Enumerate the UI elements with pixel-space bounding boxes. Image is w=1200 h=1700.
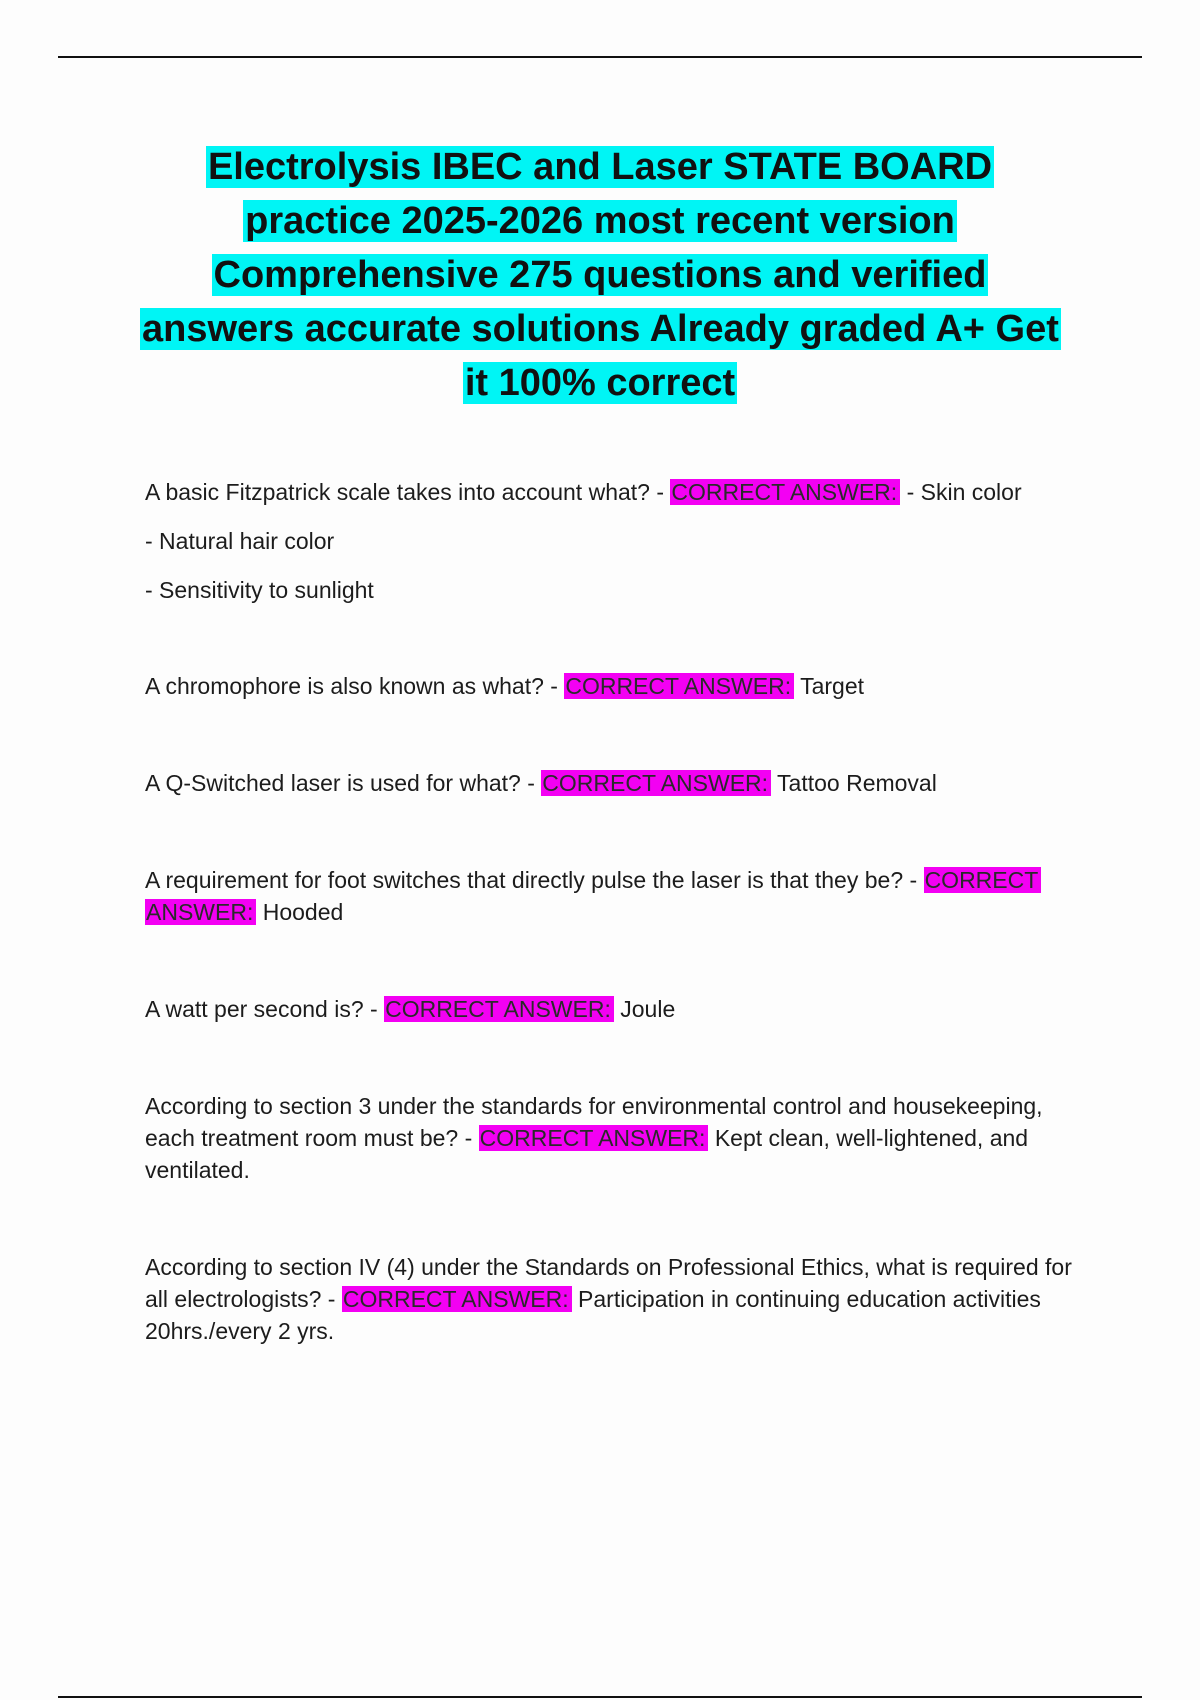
qa-item-2 — [145, 670, 1085, 702]
qa-item-7 — [145, 1251, 1085, 1347]
document-title — [140, 140, 1060, 410]
answer-text: Hooded — [256, 899, 344, 925]
answer-text: Tattoo Removal — [771, 770, 937, 796]
answer-text: Participation in continuing education activities 20hrs./every 2 yrs. — [145, 1286, 1041, 1344]
qa-item-5 — [145, 993, 1085, 1025]
question-text: According to section 3 under the standards for environmental control and housekeeping, each treatment room must be? - — [145, 1093, 1043, 1151]
question-text: A chromophore is also known as what? - — [145, 673, 565, 699]
answer-text: - Skin color — [900, 479, 1022, 505]
answer-text: Target — [794, 673, 865, 699]
answer-text: Joule — [613, 996, 676, 1022]
correct-answer-tag: CORRECT ANSWER: — [384, 996, 614, 1022]
top-rule — [58, 56, 1142, 58]
correct-answer-tag: CORRECT ANSWER: — [564, 673, 794, 699]
document-title-text: Electrolysis IBEC and Laser STATE BOARD practice 2025-2026 most recent version Comprehensive 275 questions and verified answers accurate solutions Already graded A+ Get it 100% correct — [142, 146, 1059, 404]
qa-item-1 — [145, 476, 1085, 606]
correct-answer-tag: CORRECT ANSWER: — [342, 1286, 572, 1312]
correct-answer-tag: CORRECT ANSWER: — [541, 770, 771, 796]
question-text: A requirement for foot switches that directly pulse the laser is that they be? - — [145, 867, 924, 893]
qa-item-4 — [145, 864, 1085, 928]
question-text: A watt per second is? - — [145, 996, 385, 1022]
answer-extra-line: - Natural hair color — [145, 528, 335, 554]
correct-answer-tag: CORRECT ANSWER: — [670, 479, 900, 505]
question-text: According to section IV (4) under the Standards on Professional Ethics, what is required for all electrologists? - — [145, 1254, 1072, 1312]
question-text: A basic Fitzpatrick scale takes into account what? - — [145, 479, 671, 505]
qa-item-6 — [145, 1090, 1085, 1186]
correct-answer-tag: CORRECT ANSWER: — [479, 1125, 709, 1151]
answer-text: Kept clean, well-lightened, and ventilated. — [145, 1125, 1029, 1183]
question-text: A Q-Switched laser is used for what? - — [145, 770, 542, 796]
qa-item-3 — [145, 767, 1085, 799]
answer-extra-line: - Sensitivity to sunlight — [145, 577, 374, 603]
bottom-rule — [58, 1696, 1142, 1698]
correct-answer-tag: CORRECT ANSWER: — [145, 867, 1041, 925]
